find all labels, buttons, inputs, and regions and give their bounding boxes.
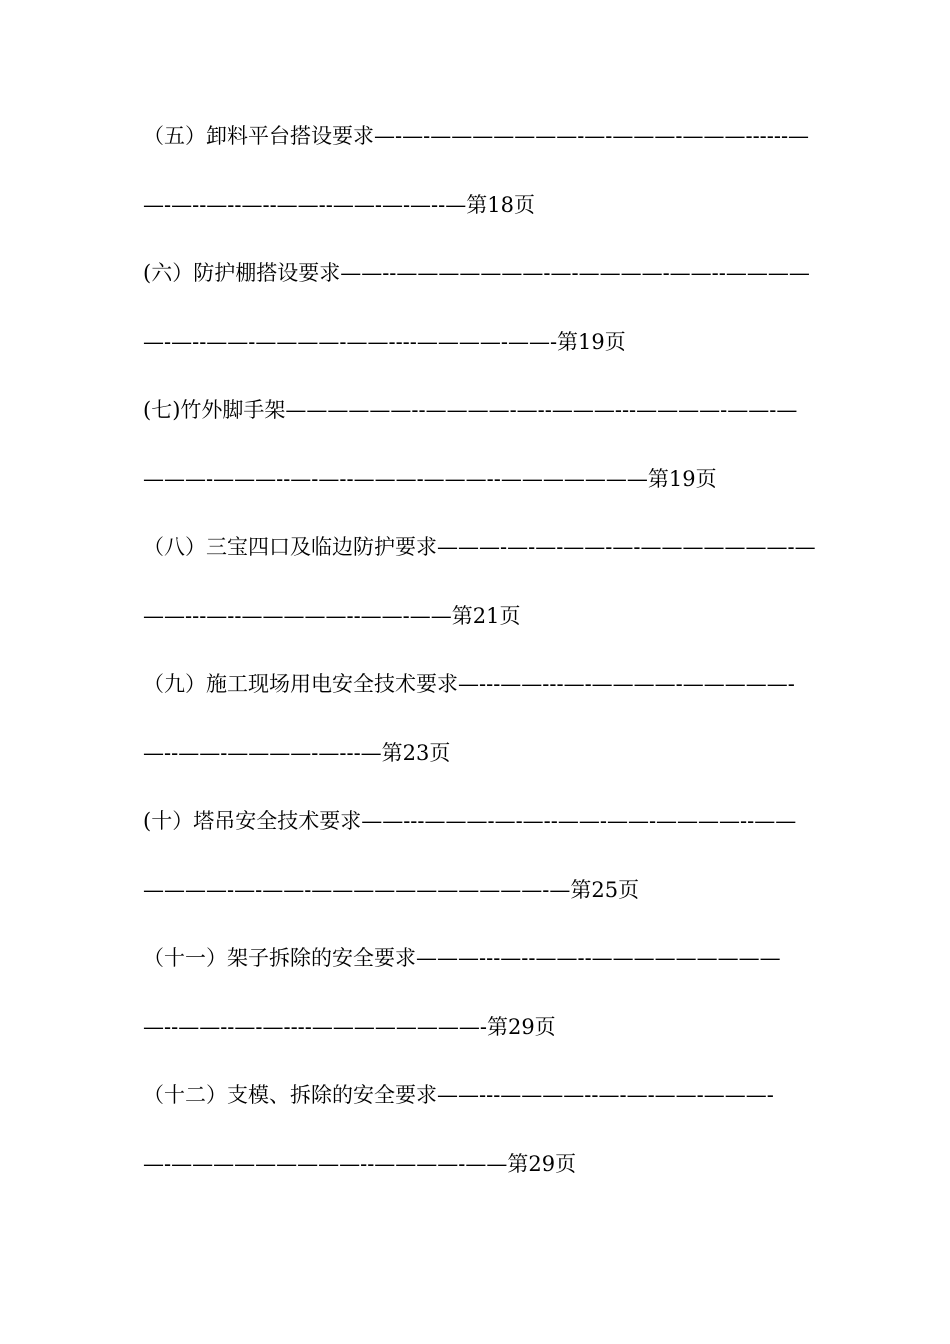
toc-line-11a: （十一）架子拆除的安全要求———---—--——--————————— [143, 946, 781, 970]
toc-line-11b: —--——--—-—----————————-第29页 [143, 1014, 556, 1039]
toc-line-12a: （十二）支模、拆除的安全要求——---————--—-—-——-———- [143, 1083, 774, 1107]
toc-line-9b: —--——-————-—---—第23页 [143, 740, 451, 765]
toc-line-5a: （五）卸料平台搭设要求—-—-———————-—-———-———------— [143, 124, 810, 148]
toc-line-9a: （九）施工现场用电安全技术要求—---——---—-————-—————- [143, 672, 795, 696]
toc-line-5b: —-—--—--—--——--——-—-—--—第18页 [143, 192, 535, 217]
toc-line-8a: （八）三宝四口及临边防护要求———-—-—-——-—-———————-— [143, 535, 816, 559]
toc-line-8b: ——---—--—————--——-——第21页 [143, 603, 521, 628]
toc-line-10a: (十）塔吊安全技术要求——---———-—-—--——-——-————--—— [143, 809, 797, 833]
toc-line-6a: (六）防护棚搭设要求——--———————-—-————-——--———— [143, 261, 810, 285]
table-of-contents [143, 118, 843, 1214]
toc-line-7b: ———-———--—-—--———-———--———————第19页 [143, 466, 717, 491]
toc-line-7a: (七)竹外脚手架——————--————-—--———---————-——-— [143, 398, 798, 422]
toc-line-6b: —-—--——-————-——----————-——-第19页 [143, 329, 626, 354]
toc-line-10b: ————-—-——-———————————-—第25页 [143, 877, 640, 902]
toc-line-12b: —-—————————--————-——第29页 [143, 1151, 577, 1176]
